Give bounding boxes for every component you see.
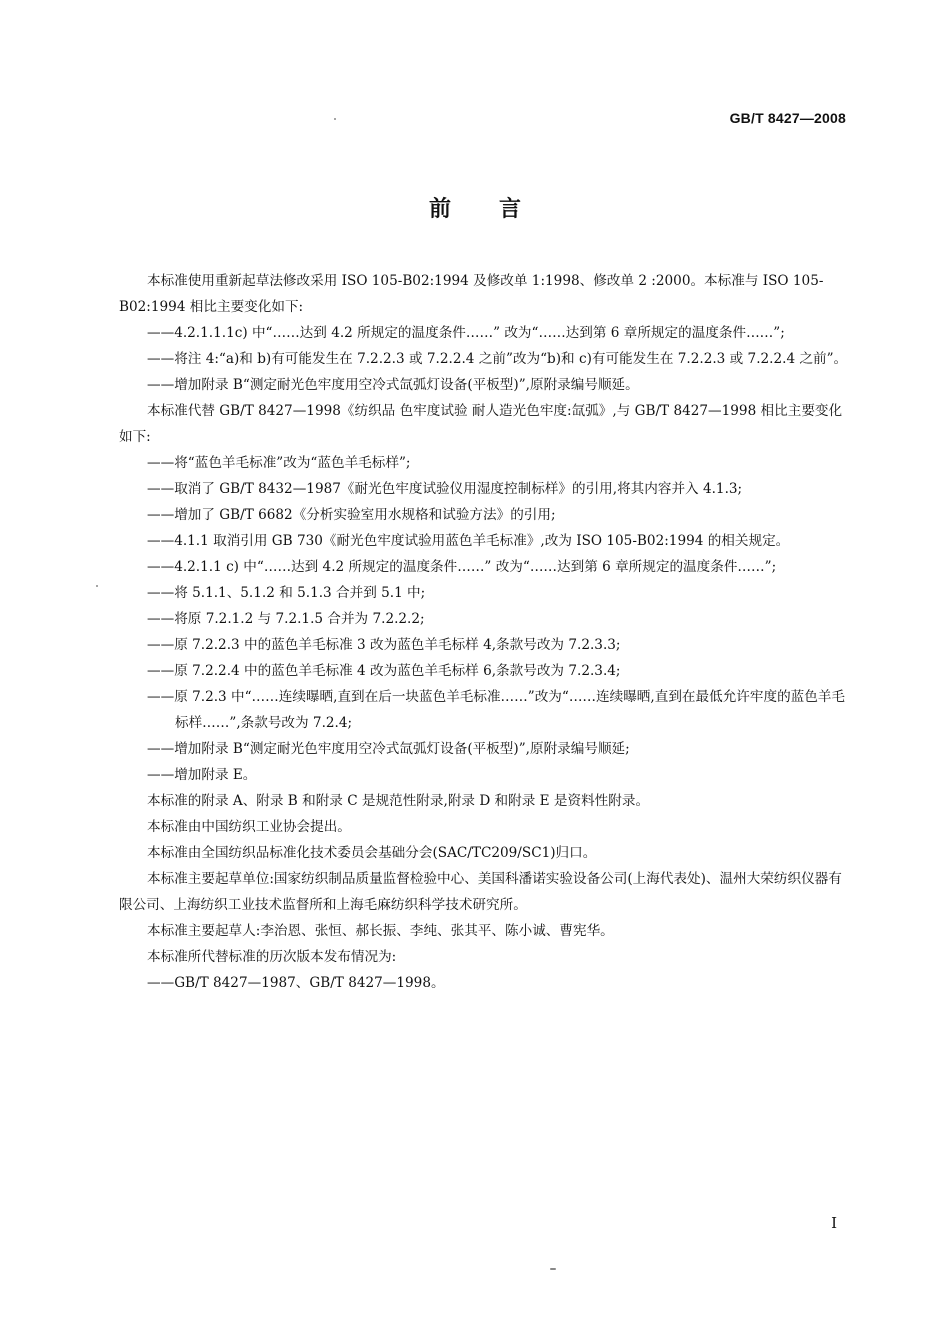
foreword-body [119,268,849,996]
list-item: ——4.2.1.1.1c) 中“……达到 4.2 所规定的温度条件……” 改为“……达到第 6 章所规定的温度条件……”; [147,325,785,341]
paragraph: 本标准主要起草单位:国家纺织制品质量监督检验中心、美国科潘诺实验设备公司(上海代表处)、温州大荣纺织仪器有限公司、上海纺织工业技术监督所和上海毛麻纺织科学技术研究所。 [119,871,842,913]
list-item: ——原 7.2.2.4 中的蓝色羊毛标准 4 改为蓝色羊毛标样 6,条款号改为 7.2.3.4; [147,663,621,679]
list-item: ——增加附录 B“测定耐光色牢度用空冷式氙弧灯设备(平板型)”,原附录编号顺延; [147,741,630,757]
list-item: ——取消了 GB/T 8432—1987《耐光色牢度试验仪用湿度控制标样》的引用,将其内容并入 4.1.3; [147,481,743,497]
list-item: ——4.2.1.1 c) 中“……达到 4.2 所规定的温度条件……” 改为“……达到第 6 章所规定的温度条件……”; [147,559,777,575]
paragraph: 本标准主要起草人:李治恩、张恒、郝长振、李纯、张其平、陈小诚、曹宪华。 [147,923,614,939]
list-item: ——将“蓝色羊毛标准”改为“蓝色羊毛标样”; [147,455,411,471]
document-code: GB/T 8427—2008 [729,110,846,126]
paragraph: 本标准所代替标准的历次版本发布情况为: [147,949,397,965]
paragraph: 本标准由中国纺织工业协会提出。 [147,819,351,835]
scan-speck [334,118,336,120]
page-number: I [831,1214,837,1232]
paragraph: 本标准由全国纺织品标准化技术委员会基础分会(SAC/TC209/SC1)归口。 [147,845,597,861]
scan-speck [96,585,98,587]
scan-speck [550,1268,556,1270]
list-item: ——增加附录 B“测定耐光色牢度用空冷式氙弧灯设备(平板型)”,原附录编号顺延。 [147,377,639,393]
list-item: ——增加了 GB/T 6682《分析实验室用水规格和试验方法》的引用; [147,507,556,523]
paragraph: 本标准的附录 A、附录 B 和附录 C 是规范性附录,附录 D 和附录 E 是资料性附录。 [147,793,650,809]
paragraph: 本标准代替 GB/T 8427—1998《纺织品 色牢度试验 耐人造光色牢度:氙弧》,与 GB/T 8427—1998 相比主要变化如下: [119,403,843,445]
list-item: ——4.1.1 取消引用 GB 730《耐光色牢度试验用蓝色羊毛标准》,改为 ISO 105-B02:1994 的相关规定。 [147,533,790,549]
list-item: ——增加附录 E。 [147,767,257,783]
list-item: ——原 7.2.3 中“……连续曝晒,直到在后一块蓝色羊毛标准……”改为“……连续曝晒,直到在最低允许牢度的蓝色羊毛标样……”,条款号改为 7.2.4; [147,689,846,731]
list-item: ——原 7.2.2.3 中的蓝色羊毛标准 3 改为蓝色羊毛标样 4,条款号改为 7.2.3.3; [147,637,621,653]
paragraph: 本标准使用重新起草法修改采用 ISO 105-B02:1994 及修改单 1:1998、修改单 2 :2000。本标准与 ISO 105-B02:1994 相比主要变化如下: [119,273,824,315]
list-item: ——将注 4:“a)和 b)有可能发生在 7.2.2.3 或 7.2.2.4 之前”改为“b)和 c)有可能发生在 7.2.2.3 或 7.2.2.4 之前”。 [147,351,848,367]
list-item: ——将 5.1.1、5.1.2 和 5.1.3 合并到 5.1 中; [147,585,426,601]
page-title: 前言 [428,197,569,222]
list-item: ——将原 7.2.1.2 与 7.2.1.5 合并为 7.2.2.2; [147,611,425,627]
list-item: ——GB/T 8427—1987、GB/T 8427—1998。 [147,975,445,991]
